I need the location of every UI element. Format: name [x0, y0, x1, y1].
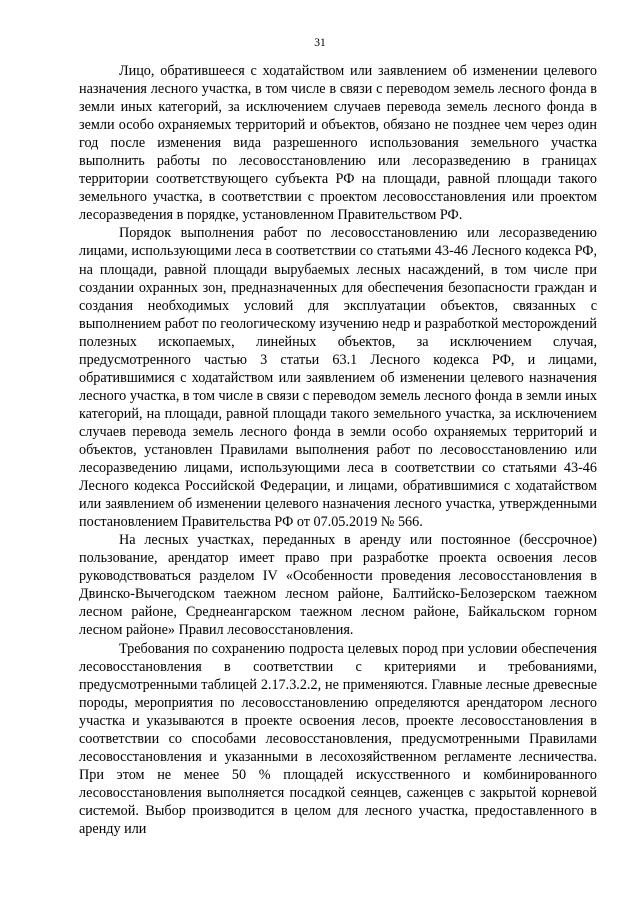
page-number: 31 [314, 37, 326, 49]
paragraph-leased-plots: На лесных участках, переданных в аренду или постоянное (бессрочное) пользование, арендатор имеет право при разработке проекта освоения лесов руководствоваться разделом IV «Особенности проведения лесовосстановления в Двинско-Вычегодском таежном лесном районе, Балтийско-Белозерском таежном лесном районе, Среднеангарском таежном лесном районе, Байкальском горном лесном районе» Правил лесовосстановления. [79, 532, 597, 639]
document-body [79, 62, 597, 838]
paragraph-reforestation-obligation: Лицо, обратившееся с ходатайством или заявлением об изменении целевого назначения лесного участка, в том числе в связи с переводом земель лесного фонда в земли иных категорий, за исключением случаев перевода земель лесного фонда в земли особо охраняемых территорий и объектов, обязано не позднее чем через один год после изменения вида разрешенного использования земельного участка выполнить работы по лесовосстановлению или лесоразведению в границах территории соответствующего субъекта РФ на площади, равной площади такого земельного участка, в соответствии с проектом лесовосстановления или проектом лесоразведения в порядке, установленном Правительством РФ. [79, 63, 597, 224]
paragraph-undergrowth-requirements: Требования по сохранению подроста целевых пород при условии обеспечения лесовосстановления в соответствии с критериями и требованиями, предусмотренными таблицей 2.17.3.2.2, не применяются. Главные лесные древесные породы, мероприятия по лесовосстановлению определяются арендатором лесного участка и указываются в проекте освоения лесов, проекте лесовосстановления в соответствии со способами лесовосстановления, предусмотренными Правилами лесовосстановления и указанными в лесохозяйственном регламенте лесничества. При этом не менее 50 % площадей искусственного и комбинированного лесовосстановления выполняется посадкой сеянцев, саженцев с закрытой корневой системой. Выбор производится в целом для лесного участка, предоставленного в аренду или [79, 640, 597, 837]
paragraph-work-procedure: Порядок выполнения работ по лесовосстановлению или лесоразведению лицами, использующими леса в соответствии со статьями 43-46 Лесного кодекса РФ, на площади, равной площади вырубаемых лесных насаждений, в том числе при создании охранных зон, предназначенных для обеспечения безопасности граждан и создания необходимых условий для эксплуатации объектов, связанных с выполнением работ по геологическому изучению недр и разработкой месторождений полезных ископаемых, линейных объектов, за исключением случая, предусмотренного частью 3 статьи 63.1 Лесного кодекса РФ, и лицами, обратившимися с ходатайством или заявлением об изменении целевого назначения лесного участка, в том числе в связи с переводом земель лесного фонда в земли иных категорий, на площади, равной площади такого земельного участка, за исключением случаев перевода земель лесного фонда в земли особо охраняемых территорий и объектов, установлен Правилами выполнения работ по лесовосстановлению или лесоразведению лицами, использующими леса в соответствии со статьями 43-46 Лесного кодекса Российской Федерации, и лицами, обратившимися с ходатайством или заявлением об изменении целевого назначения лесного участка, утвержденными постановлением Правительства РФ от 07.05.2019 № 566. [79, 225, 597, 531]
